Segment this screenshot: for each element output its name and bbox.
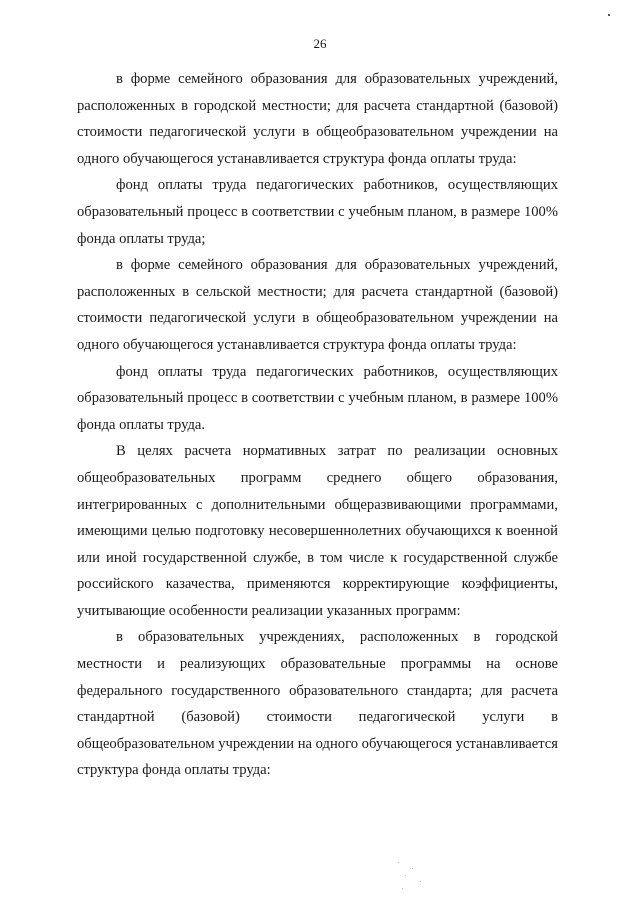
scan-speck [405,875,406,876]
scan-edge-mark [608,14,610,16]
paragraph-family-education-rural: в форме семейного образования для образовательных учреждений, расположенных в сельской местности; для расчета стандартной (базовой) стоимости педагогической услуги в общеобразовательном учреждении на одного обучающегося устанавливается структура фонда оплаты труда: [77,257,558,353]
scan-speck [402,888,403,889]
paragraph-wage-fund-urban: фонд оплаты труда педагогических работников, осуществляющих образовательный процесс в соответствии с учебным планом, в размере 100% фонда оплаты труда; [77,177,558,247]
scan-speck [420,881,421,882]
document-body [77,66,558,784]
paragraph-correction-coefficients: В целях расчета нормативных затрат по реализации основных общеобразовательных программ среднего общего образования, интегрированных с дополнительными общеразвивающими программами, имеющими целью подготовку несовершеннолетних обучающихся к военной или иной государственной службе, в том числе к государственной службе российского казачества, применяются корректирующие коэффициенты, учитывающие особенности реализации указанных программ: [77,443,558,619]
page-number: 26 [313,36,327,51]
scan-speck [398,862,399,863]
paragraph-wage-fund-rural: фонд оплаты труда педагогических работников, осуществляющих образовательный процесс в соответствии с учебным планом, в размере 100% фонда оплаты труда. [77,363,558,433]
scan-speck [412,868,413,869]
paragraph-family-education-urban: в форме семейного образования для образовательных учреждений, расположенных в городской местности; для расчета стандартной (базовой) стоимости педагогической услуги в общеобразовательном учреждении на одного обучающегося устанавливается структура фонда оплаты труда: [77,71,558,167]
paragraph-urban-fgos-institutions: в образовательных учреждениях, расположенных в городской местности и реализующих образовательные программы на основе федерального государственного образовательного стандарта; для расчета стандартной (базовой) стоимости педагогической услуги в общеобразовательном учреждении на одного обучающегося устанавливается структура фонда оплаты труда: [77,629,558,779]
